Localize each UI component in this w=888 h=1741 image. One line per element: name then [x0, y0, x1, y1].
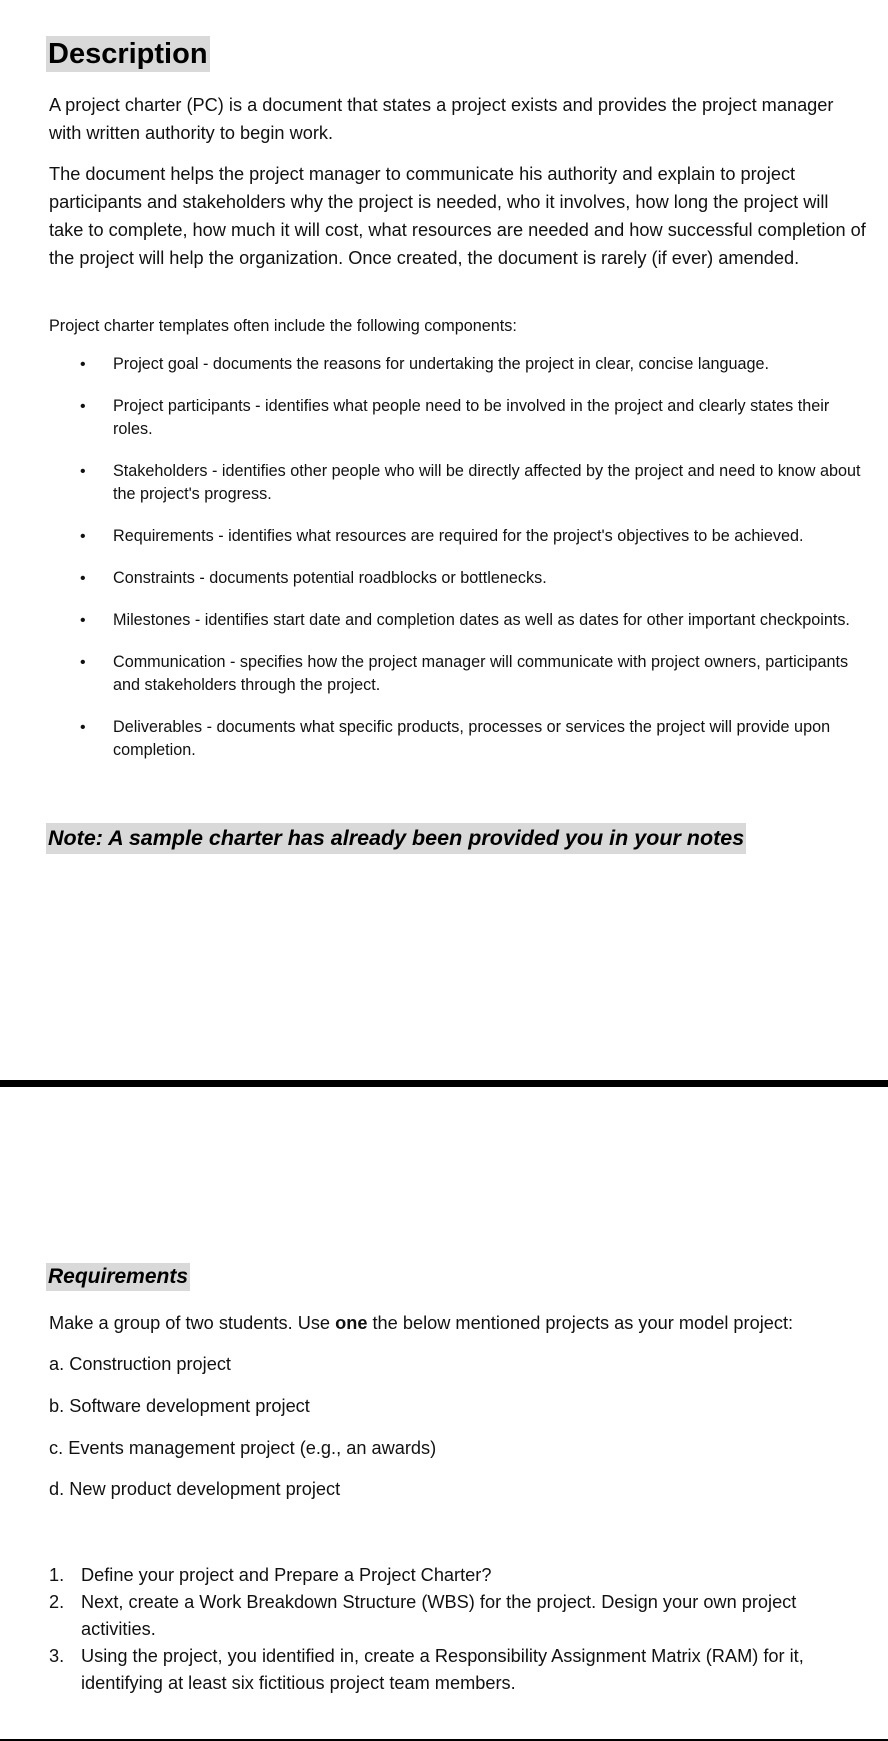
- bullet-icon: •: [80, 398, 86, 415]
- component-text: Project participants - identifies what people need to be involved in the project and clearly states their roles.: [113, 397, 830, 438]
- component-text: Stakeholders - identifies other people who will be directly affected by the project and need to know about the project's progress.: [113, 462, 861, 503]
- bullet-icon: •: [80, 570, 86, 587]
- bullet-icon: •: [80, 612, 86, 629]
- task-list: [0, 1562, 888, 1697]
- description-paragraph-2: The document helps the project manager to communicate his authority and explain to project participants and stakeholders why the project is needed, who it involves, how long the project will take to complete, how much it will cost, what resources are needed and how successful completion of the project will help the organization. Once created, the document is rarely (if ever) amended.: [49, 164, 866, 268]
- requirements-intro: [49, 1309, 879, 1337]
- component-text: Requirements - identifies what resources are required for the project's objectives to be achieved.: [113, 527, 804, 545]
- bullet-icon: •: [80, 463, 86, 480]
- components-list: [0, 353, 888, 781]
- requirements-intro-start: Make a group of two students. Use: [49, 1313, 336, 1333]
- list-item: [0, 525, 888, 548]
- project-option-c: c. Events management project (e.g., an awards): [49, 1438, 437, 1458]
- task-item: [0, 1643, 888, 1697]
- component-text: Deliverables - documents what specific products, processes or services the project will provide upon completion.: [113, 718, 831, 759]
- task-text: Next, create a Work Breakdown Structure (WBS) for the project. Design your own project activities.: [81, 1592, 797, 1639]
- component-text: Milestones - identifies start date and completion dates as well as dates for other important checkpoints.: [113, 611, 850, 629]
- requirements-intro-end: the below mentioned projects as your model project:: [367, 1313, 794, 1333]
- list-item: [0, 395, 888, 441]
- description-heading: Description: [48, 38, 208, 70]
- task-number: 3.: [49, 1646, 65, 1666]
- list-item: [0, 716, 888, 762]
- list-item: [0, 651, 888, 697]
- task-item: [0, 1589, 888, 1643]
- task-number: 1.: [49, 1565, 65, 1585]
- bullet-icon: •: [80, 719, 86, 736]
- list-item: [0, 460, 888, 506]
- task-text: Using the project, you identified in, create a Responsibility Assignment Matrix (RAM) for it, identifying at least six fictitious project team members.: [81, 1646, 804, 1693]
- components-intro: Project charter templates often include the following components:: [49, 317, 517, 335]
- list-item: [0, 567, 888, 590]
- task-text: Define your project and Prepare a Project Charter?: [81, 1565, 492, 1585]
- project-option-d: d. New product development project: [49, 1479, 341, 1499]
- requirements-intro-emphasis: one: [335, 1313, 368, 1333]
- component-text: Communication - specifies how the project manager will communicate with project owners, participants and stakeholders through the project.: [113, 653, 849, 694]
- list-item: [0, 353, 888, 376]
- bullet-icon: •: [80, 356, 86, 373]
- task-number: 2.: [49, 1592, 65, 1612]
- project-option-b: b. Software development project: [49, 1396, 310, 1416]
- requirements-heading: Requirements: [46, 1263, 190, 1291]
- task-item: [0, 1562, 888, 1589]
- bullet-icon: •: [80, 528, 86, 545]
- project-option-a: a. Construction project: [49, 1354, 231, 1374]
- page-separator: [0, 1080, 888, 1087]
- list-item: [0, 609, 888, 632]
- sample-charter-note: Note: A sample charter has already been provided you in your notes: [46, 823, 746, 854]
- component-text: Project goal - documents the reasons for undertaking the project in clear, concise language.: [113, 355, 769, 373]
- component-text: Constraints - documents potential roadblocks or bottlenecks.: [113, 569, 547, 587]
- description-paragraph-1: A project charter (PC) is a document that states a project exists and provides the project manager with written authority to begin work.: [49, 95, 834, 143]
- bullet-icon: •: [80, 654, 86, 671]
